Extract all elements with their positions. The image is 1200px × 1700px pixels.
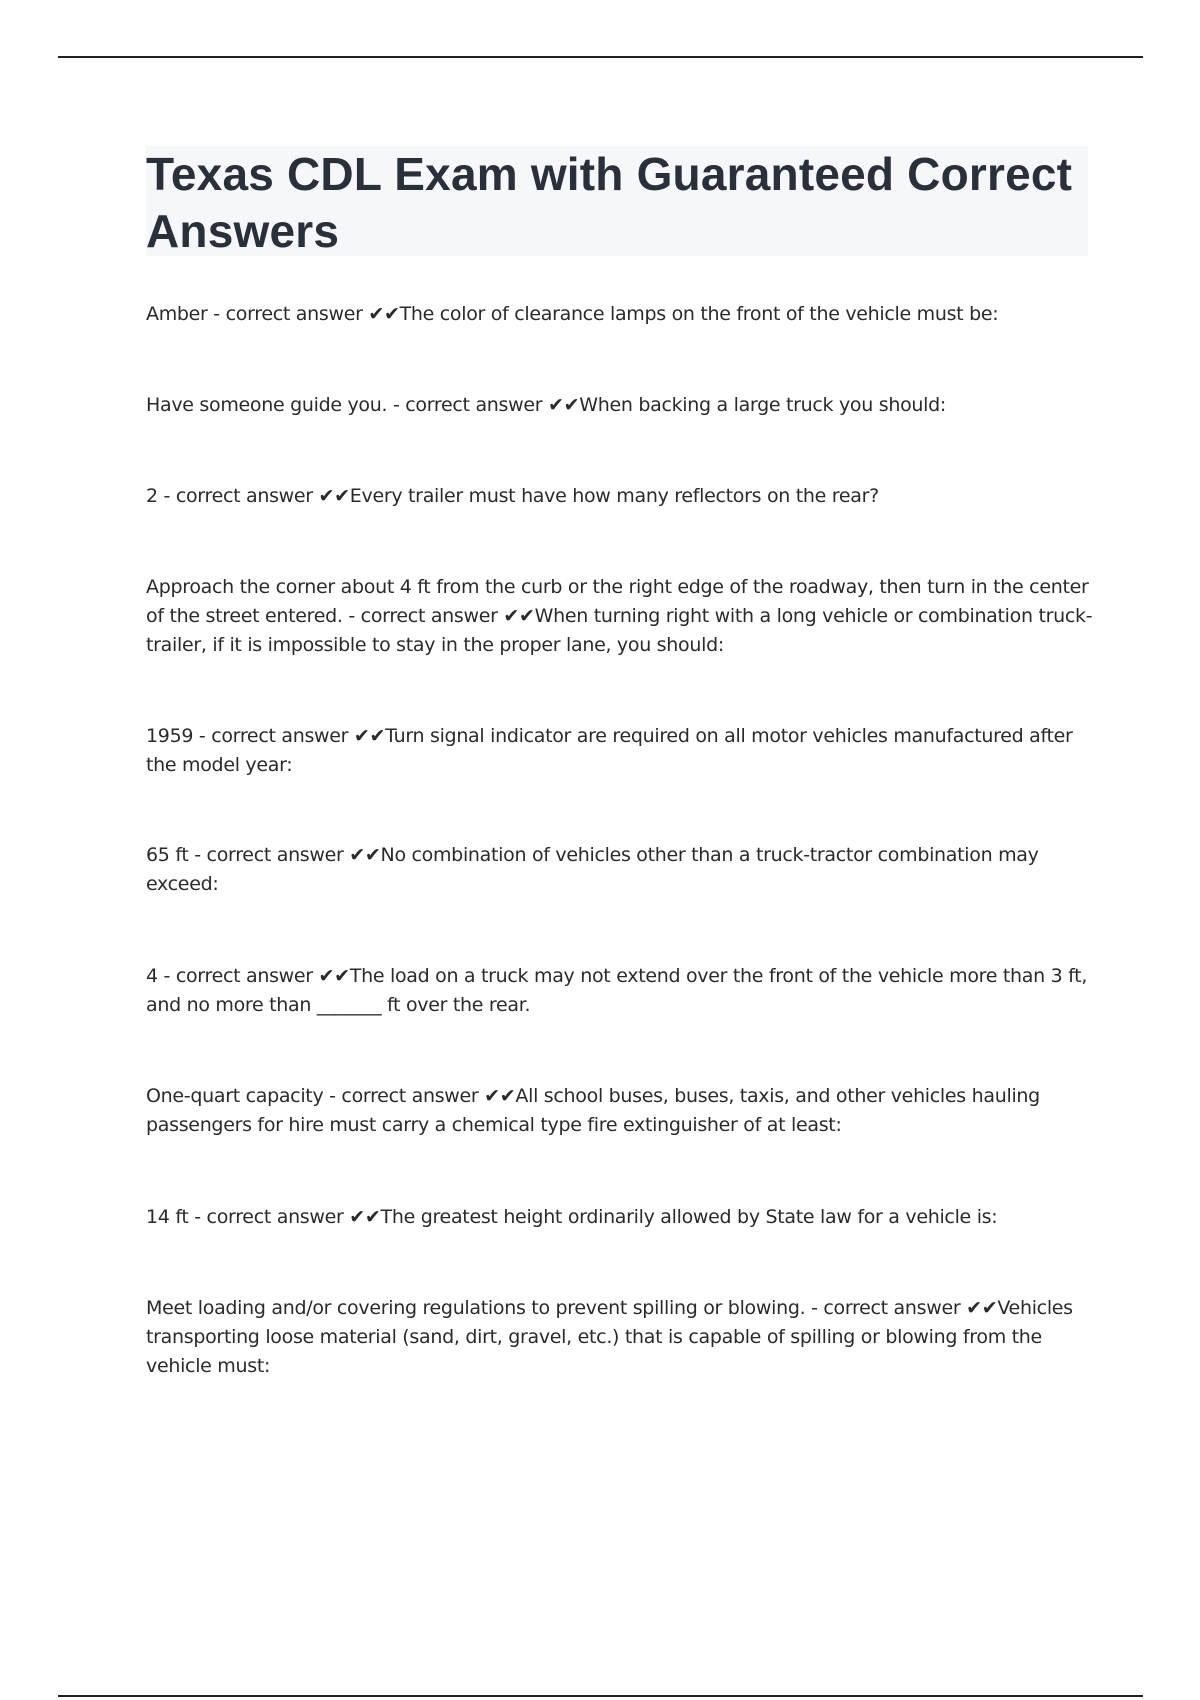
qa-item-6: 65 ft - correct answer ✔✔No combination of vehicles other than a truck-tractor combination may exceed: — [146, 844, 1039, 895]
qa-item-5: 1959 - correct answer ✔✔Turn signal indicator are required on all motor vehicles manufactured after the model year: — [146, 725, 1073, 776]
qa-item-10: Meet loading and/or covering regulations to prevent spilling or blowing. - correct answer ✔✔Vehicles transporting loose material (sand, dirt, gravel, etc.) that is capable of spilling or blowing from the vehicle must: — [146, 1297, 1073, 1377]
qa-item-9: 14 ft - correct answer ✔✔The greatest height ordinarily allowed by State law for a vehicle is: — [146, 1206, 998, 1228]
qa-item-8: One-quart capacity - correct answer ✔✔All school buses, buses, taxis, and other vehicles hauling passengers for hire must carry a chemical type fire extinguisher of at least: — [146, 1085, 1040, 1136]
title-block — [146, 146, 1088, 256]
top-rule — [58, 56, 1143, 58]
qa-item-7: 4 - correct answer ✔✔The load on a truck may not extend over the front of the vehicle more than 3 ft, and no more than _______ ft over the rear. — [146, 965, 1088, 1016]
qa-item-2: Have someone guide you. - correct answer ✔✔When backing a large truck you should: — [146, 394, 946, 416]
qa-item-3: 2 - correct answer ✔✔Every trailer must have how many reflectors on the rear? — [146, 485, 879, 507]
qa-item-1: Amber - correct answer ✔✔The color of clearance lamps on the front of the vehicle must be: — [146, 303, 999, 325]
bottom-rule — [58, 1695, 1143, 1697]
document-title: Texas CDL Exam with Guaranteed Correct Answers — [146, 148, 1073, 257]
qa-item-4: Approach the corner about 4 ft from the curb or the right edge of the roadway, then turn in the center of the street entered. - correct answer ✔✔When turning right with a long vehicle or combination truck-trailer, if it is impossible to stay in the proper lane, you should: — [146, 576, 1093, 656]
